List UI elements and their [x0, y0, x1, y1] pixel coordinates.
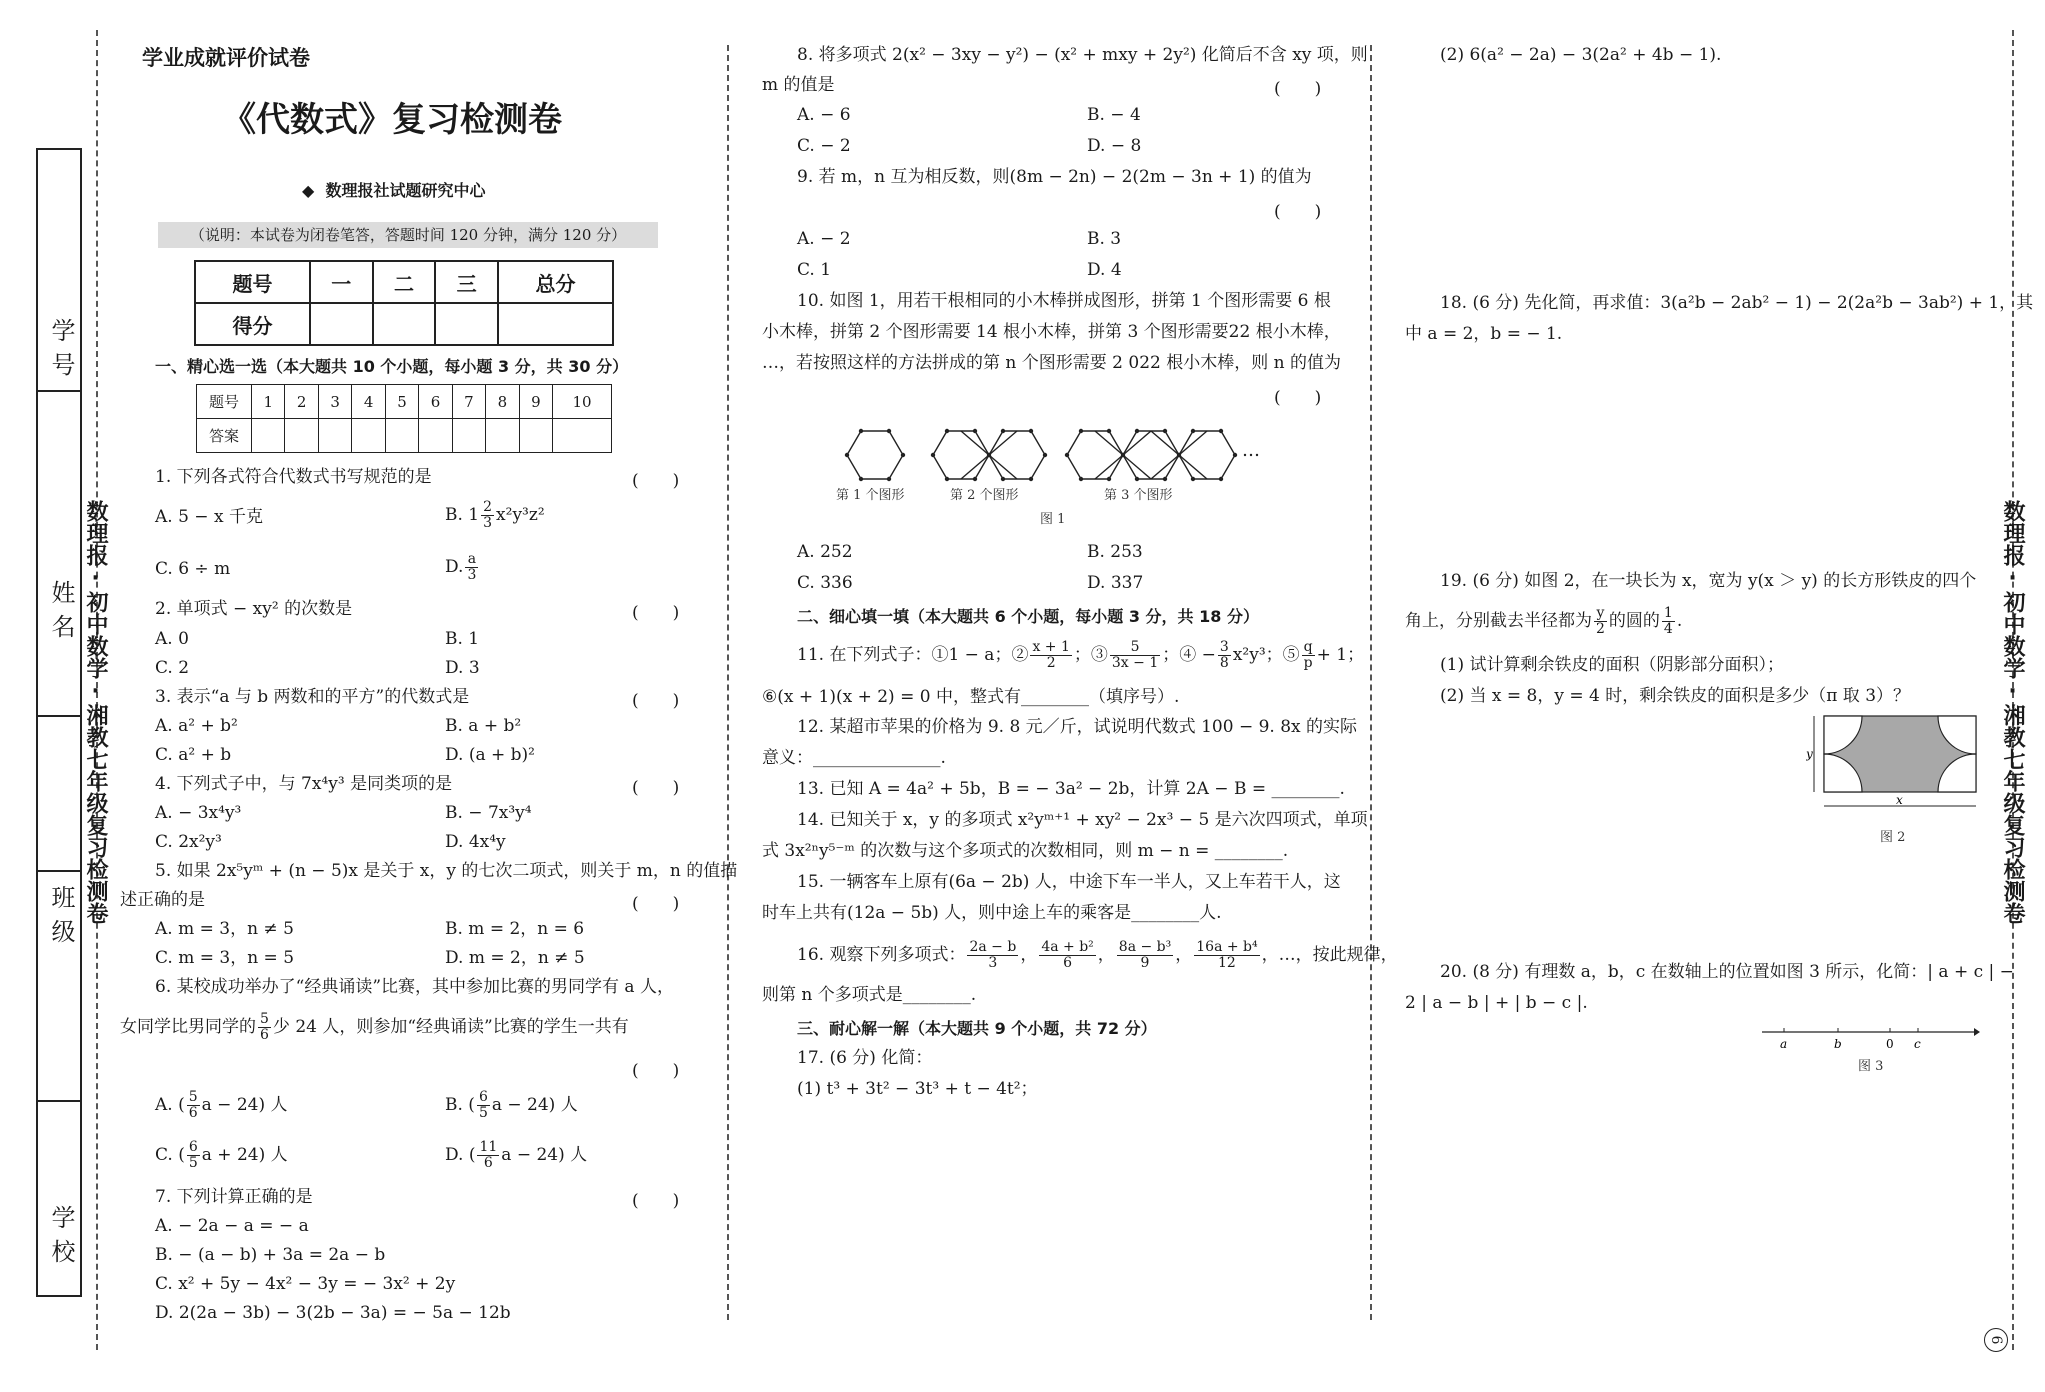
figure-2-rectangle — [1806, 710, 1986, 822]
question-12: 12. 某超市苹果的价格为 9. 8 元／斤，试说明代数式 100 − 9. 8x 的实际 — [797, 717, 1358, 737]
answer-cell[interactable] — [385, 419, 418, 453]
hexagon — [1123, 431, 1179, 479]
joint-dot — [1233, 453, 1237, 457]
figure-1-caption: 图 1 — [1040, 512, 1066, 527]
hexagon — [847, 431, 903, 479]
question-19-cont: 角上，分别截去半径都为 $\frac{y}{2}$ 的圆的 $\frac{1}{4}$ . — [1405, 605, 1683, 637]
q9-option-b: B. 3 — [1087, 229, 1122, 249]
fraction: $\frac{11}{6}$ — [479, 1139, 498, 1171]
q6-option-d: D. ( $\frac{11}{6}$ a − 24) 人 — [445, 1139, 588, 1171]
answer-paren[interactable]: ( ) — [632, 471, 680, 491]
answer-cell[interactable] — [553, 419, 612, 453]
q3-option-b: B. a + b² — [445, 716, 522, 736]
joint-dot — [1001, 477, 1005, 481]
q7-option-c: C. x² + 5y − 4x² − 3y = − 3x² + 2y — [155, 1274, 456, 1294]
joint-dot — [1079, 477, 1083, 481]
fraction: $\frac{a}{3}$ — [467, 551, 477, 583]
joint-dot — [1191, 477, 1195, 481]
joint-dot — [945, 429, 949, 433]
joint-dot — [1001, 429, 1005, 433]
question-8: 8. 将多项式 2(x² − 3xy − y²) − (x² + mxy + 2y²) 化简后不含 xy 项，则 — [797, 45, 1368, 65]
q2-option-c: C. 2 — [155, 658, 190, 678]
answer-header-cell: 6 — [419, 385, 452, 419]
q7-option-d: D. 2(2a − 3b) − 3(2b − 3a) = − 5a − 12b — [155, 1303, 511, 1323]
q9-option-c: C. 1 — [797, 260, 832, 280]
joint-dot — [1163, 429, 1167, 433]
score-row-label: 得分 — [195, 303, 310, 345]
figure-1-hexagons — [835, 415, 1265, 495]
question-7: 7. 下列计算正确的是 — [155, 1187, 313, 1207]
left-banner: 数理报·初中数学·湘教七年级复习检测卷 — [83, 500, 108, 924]
question-2: 2. 单项式 − xy² 的次数是 — [155, 599, 353, 619]
continuation-dot — [1250, 454, 1252, 456]
question-11: 11. 在下列式子：①1 − a；② $\frac{x + 1}{2}$ ；③ $\frac{5}{3x - 1}$ ；④ − $\frac{3}{8}$ x²y³；⑤ $\frac{q}{p}$ + 1； — [797, 639, 1365, 671]
class-label: 班级 — [47, 885, 75, 953]
question-19: 19. (6 分) 如图 2，在一块长为 x，宽为 y(x ＞ y) 的长方形铁皮的四个 — [1440, 571, 1977, 591]
q10-option-b: B. 253 — [1087, 542, 1143, 562]
joint-dot — [1219, 429, 1223, 433]
score-header-cell: 三 — [435, 261, 498, 303]
q8-option-a: A. − 6 — [797, 105, 851, 125]
q1-option-d: D. $\frac{a}{3}$ — [445, 551, 477, 583]
student-id-label: 学号 — [47, 318, 75, 386]
joint-dot — [945, 477, 949, 481]
question-14: 14. 已知关于 x，y 的多项式 x²yᵐ⁺¹ + xy² − 2x³ − 5 是六次四项式，单项 — [797, 810, 1368, 830]
answer-cell[interactable] — [452, 419, 485, 453]
joint-dot — [1065, 453, 1069, 457]
answer-row-label: 答案 — [197, 419, 252, 453]
q6-option-a: A. ( $\frac{5}{6}$ a − 24) 人 — [155, 1089, 288, 1121]
answer-paren[interactable]: ( ) — [632, 691, 680, 711]
q10-option-d: D. 337 — [1087, 573, 1144, 593]
answer-header-cell: 3 — [318, 385, 351, 419]
q10-option-c: C. 336 — [797, 573, 853, 593]
continuation-dot — [1256, 454, 1258, 456]
figure-3-number-line — [1760, 1020, 1980, 1060]
joint-dot — [887, 477, 891, 481]
fraction: $\frac{3}{8}$ — [1219, 639, 1229, 671]
arrow-head — [1974, 1028, 1980, 1036]
fraction: $\frac{6}{5}$ — [478, 1089, 488, 1121]
answer-paren[interactable]: ( ) — [632, 603, 680, 623]
school-label: 学校 — [47, 1205, 75, 1273]
question-5-cont: 述正确的是 — [120, 890, 205, 910]
question-9: 9. 若 m，n 互为相反数，则(8m − 2n) − 2(2m − 3n + 1) 的值为 — [797, 167, 1312, 187]
exam-note: （说明：本试卷为闭卷笔答，答题时间 120 分钟，满分 120 分） — [158, 222, 658, 248]
answer-header-cell: 2 — [285, 385, 318, 419]
answer-cell[interactable] — [486, 419, 519, 453]
hexagon — [1179, 431, 1235, 479]
hexagon — [989, 431, 1045, 479]
answer-header-cell: 题号 — [197, 385, 252, 419]
fraction: $\frac{5}{3x - 1}$ — [1111, 639, 1159, 671]
figure-2-caption: 图 2 — [1880, 830, 1906, 845]
answer-header-cell: 9 — [519, 385, 552, 419]
q6-option-b: B. ( $\frac{6}{5}$ a − 24) 人 — [445, 1089, 578, 1121]
q3-option-c: C. a² + b — [155, 745, 232, 765]
q1-option-a: A. 5 − x 千克 — [155, 507, 263, 527]
question-1: 1. 下列各式符合代数式书写规范的是 — [155, 467, 432, 487]
series-title: 学业成就评价试卷 — [142, 46, 310, 70]
joint-dot — [887, 429, 891, 433]
question-15: 15. 一辆客车上原有(6a − 2b) 人，中途下车一半人，又上车若干人，这 — [797, 872, 1341, 892]
answer-paren[interactable]: ( ) — [632, 778, 680, 798]
joint-dot — [987, 453, 991, 457]
q4-option-b: B. − 7x³y⁴ — [445, 803, 532, 823]
answer-paren[interactable]: ( ) — [1274, 388, 1322, 408]
score-cell[interactable] — [498, 303, 613, 345]
fraction: $\frac{6}{5}$ — [188, 1139, 198, 1171]
point-label-c: c — [1914, 1037, 1921, 1051]
fraction: $\frac{y}{2}$ — [1596, 605, 1605, 637]
answer-cell[interactable] — [352, 419, 385, 453]
answer-cell[interactable] — [252, 419, 285, 453]
answer-header-cell: 1 — [252, 385, 285, 419]
answer-paren[interactable]: ( ) — [1274, 202, 1322, 222]
q2-option-a: A. 0 — [155, 629, 189, 649]
score-cell[interactable] — [373, 303, 436, 345]
question-10-cont2: …，若按照这样的方法拼成的第 n 个图形需要 2 022 根小木棒，则 n 的值为 — [762, 353, 1341, 373]
y-label: y — [1806, 747, 1813, 761]
hexagon — [1067, 431, 1123, 479]
q6-option-c: C. ( $\frac{6}{5}$ a + 24) 人 — [155, 1139, 288, 1171]
question-5: 5. 如果 2x⁵yᵐ + (n − 5)x 是关于 x，y 的七次二项式，则关于 m，n 的值描 — [155, 861, 738, 881]
joint-dot — [973, 429, 977, 433]
q5-option-d: D. m = 2，n ≠ 5 — [445, 948, 585, 968]
score-table — [194, 260, 614, 346]
question-6: 6. 某校成功举办了“经典诵读”比赛，其中参加比赛的男同学有 a 人， — [155, 977, 674, 997]
joint-dot — [1121, 453, 1125, 457]
question-10: 10. 如图 1，用若干根相同的小木棒拼成图形，拼第 1 个图形需要 6 根 — [797, 291, 1331, 311]
x-label: x — [1896, 793, 1903, 807]
answer-paren[interactable]: ( ) — [632, 1061, 680, 1081]
joint-dot — [973, 477, 977, 481]
joint-dot — [1107, 429, 1111, 433]
q8-option-c: C. − 2 — [797, 136, 851, 156]
q10-option-a: A. 252 — [797, 542, 853, 562]
q1-option-c: C. 6 ÷ m — [155, 559, 231, 579]
q5-option-a: A. m = 3，n ≠ 5 — [155, 919, 294, 939]
fraction: $\frac{1}{4}$ — [1663, 605, 1673, 637]
question-10-cont1: 小木棒，拼第 2 个图形需要 14 根小木棒，拼第 3 个图形需要22 根小木棒， — [762, 322, 1341, 342]
fraction: $\frac{q}{p}$ — [1303, 639, 1313, 671]
section-3-heading: 三、耐心解一解（本大题共 9 个小题，共 72 分） — [797, 1019, 1157, 1038]
joint-dot — [901, 453, 905, 457]
question-13: 13. 已知 A = 4a² + 5b，B = − 3a² − 2b，计算 2A − B = ________. — [797, 779, 1345, 799]
q7-option-a: A. − 2a − a = − a — [155, 1216, 309, 1236]
answer-paren[interactable]: ( ) — [632, 894, 680, 914]
hexagon — [933, 431, 989, 479]
question-15-cont: 时车上共有(12a − 5b) 人，则中途上车的乘客是________人. — [762, 903, 1222, 923]
fraction: $\frac{5}{6}$ — [188, 1089, 198, 1121]
question-20-cont: 2 | a − b | + | b − c |. — [1405, 993, 1588, 1013]
question-18-cont: 中 a = 2，b = − 1. — [1405, 324, 1563, 344]
q2-option-d: D. 3 — [445, 658, 480, 678]
fraction: $\frac{x + 1}{2}$ — [1032, 639, 1070, 671]
joint-dot — [1029, 429, 1033, 433]
q8-option-d: D. − 8 — [1087, 136, 1142, 156]
question-6-cont: 女同学比男同学的 $\frac{5}{6}$ 少 24 人，则参加“经典诵读”比赛的学生一共有 — [120, 1011, 629, 1043]
score-header-cell: 总分 — [498, 261, 613, 303]
answer-paren[interactable]: ( ) — [1274, 79, 1322, 99]
q4-option-d: D. 4x⁴y — [445, 832, 506, 852]
question-20: 20. (8 分) 有理数 a，b，c 在数轴上的位置如图 3 所示，化简：| a + c | − — [1440, 962, 2014, 982]
figure-1-label-2: 第 2 个图形 — [950, 488, 1019, 503]
page-number: 6 — [1984, 1328, 2008, 1352]
fraction: $\frac{2a - b}{3}$ — [969, 939, 1017, 971]
point-label-zero: 0 — [1886, 1037, 1894, 1051]
fraction: $\frac{2}{3}$ — [483, 499, 493, 531]
joint-dot — [1191, 429, 1195, 433]
question-16-cont: 则第 n 个多项式是________. — [762, 985, 977, 1005]
joint-dot — [1079, 429, 1083, 433]
answer-header-cell: 4 — [352, 385, 385, 419]
column-divider-2 — [1370, 45, 1372, 1320]
question-16: 16. 观察下列多项式： $\frac{2a - b}{3}$ ， $\frac{\text{4a + b²}}{6}$ ， $\frac{\text{8a − b³}}{9}$ ， $\frac{\text{16a + b⁴}}{12}$ ，…，按此规律， — [797, 939, 1398, 971]
answer-cell[interactable] — [519, 419, 552, 453]
figure-1-label-1: 第 1 个图形 — [836, 488, 905, 503]
fraction: $\frac{\text{8a − b³}}{9}$ — [1118, 939, 1172, 971]
answer-cell[interactable] — [285, 419, 318, 453]
q8-option-b: B. − 4 — [1087, 105, 1141, 125]
right-banner: 数理报·初中数学·湘教七年级复习检测卷 — [2000, 500, 2025, 924]
score-header-cell: 一 — [310, 261, 373, 303]
question-14-cont: 式 3x²ⁿy⁵⁻ᵐ 的次数与这个多项式的次数相同，则 m − n = ________. — [762, 841, 1289, 861]
score-cell[interactable] — [310, 303, 373, 345]
joint-dot — [1107, 477, 1111, 481]
answer-header-cell: 5 — [385, 385, 418, 419]
score-cell[interactable] — [435, 303, 498, 345]
section-2-heading: 二、细心填一填（本大题共 6 个小题，每小题 3 分，共 18 分） — [797, 607, 1259, 626]
question-17-part-2: (2) 6(a² − 2a) − 3(2a² + 4b − 1). — [1440, 45, 1722, 65]
section-1-heading: 一、精心选一选（本大题共 10 个小题，每小题 3 分，共 30 分） — [155, 357, 629, 376]
q2-option-b: B. 1 — [445, 629, 480, 649]
point-label-a: a — [1780, 1037, 1788, 1051]
page-title: 《代数式》复习检测卷 — [222, 100, 562, 140]
joint-dot — [1219, 477, 1223, 481]
joint-dot — [1135, 429, 1139, 433]
q9-option-a: A. − 2 — [797, 229, 851, 249]
answer-cell[interactable] — [318, 419, 351, 453]
joint-dot — [845, 453, 849, 457]
question-18: 18. (6 分) 先化简，再求值：3(a²b − 2ab² − 1) − 2(2a²b − 3ab²) + 1，其 — [1440, 293, 2034, 313]
answer-table — [196, 384, 612, 453]
question-4: 4. 下列式子中，与 7x⁴y³ 是同类项的是 — [155, 774, 453, 794]
q3-option-a: A. a² + b² — [155, 716, 238, 736]
q5-option-b: B. m = 2，n = 6 — [445, 919, 585, 939]
question-11-cont: ⑥(x + 1)(x + 2) = 0 中，整式有________（填序号）. — [762, 687, 1180, 707]
question-3: 3. 表示“a 与 b 两数和的平方”的代数式是 — [155, 687, 470, 707]
fraction: $\frac{\text{4a + b²}}{6}$ — [1041, 939, 1094, 971]
question-12-cont: 意义：_______________. — [762, 748, 946, 768]
question-17-part-1: (1) t³ + 3t² − 3t³ + t − 4t²； — [797, 1079, 1038, 1099]
figure-1-label-3: 第 3 个图形 — [1104, 488, 1173, 503]
joint-dot — [1029, 477, 1033, 481]
joint-dot — [931, 453, 935, 457]
publisher: ◆ 数理报社试题研究中心 — [302, 181, 486, 200]
question-19-part-2: (2) 当 x = 8，y = 4 时，剩余铁皮的面积是多少（π 取 3）？ — [1440, 686, 1911, 706]
joint-dot — [1177, 453, 1181, 457]
q4-option-c: C. 2x²y³ — [155, 832, 222, 852]
q7-option-b: B. − (a − b) + 3a = 2a − b — [155, 1245, 386, 1265]
score-header-cell: 二 — [373, 261, 436, 303]
column-divider-1 — [727, 45, 729, 1320]
figure-3-caption: 图 3 — [1858, 1059, 1884, 1074]
q4-option-a: A. − 3x⁴y³ — [155, 803, 242, 823]
q9-option-d: D. 4 — [1087, 260, 1122, 280]
q3-option-d: D. (a + b)² — [445, 745, 535, 765]
question-8-cont: m 的值是 — [762, 75, 835, 95]
answer-header-cell: 7 — [452, 385, 485, 419]
q5-option-c: C. m = 3，n = 5 — [155, 948, 295, 968]
answer-paren[interactable]: ( ) — [632, 1191, 680, 1211]
fraction: $\frac{\text{16a + b⁴}}{12}$ — [1196, 939, 1258, 971]
fraction: $\frac{5}{6}$ — [260, 1011, 269, 1043]
point-label-b: b — [1834, 1037, 1842, 1051]
answer-header-cell: 10 — [553, 385, 612, 419]
joint-dot — [1163, 477, 1167, 481]
continuation-dot — [1244, 454, 1246, 456]
joint-dot — [859, 429, 863, 433]
joint-dot — [1043, 453, 1047, 457]
answer-header-cell: 8 — [486, 385, 519, 419]
answer-cell[interactable] — [419, 419, 452, 453]
question-17: 17. (6 分) 化简： — [797, 1048, 933, 1068]
score-header-cell: 题号 — [195, 261, 310, 303]
q1-option-b: B. 1 $\frac{2}{3}$ x²y³z² — [445, 499, 545, 531]
joint-dot — [859, 477, 863, 481]
student-name-label: 姓名 — [47, 580, 75, 648]
joint-dot — [1135, 477, 1139, 481]
question-19-part-1: (1) 试计算剩余铁皮的面积（阴影部分面积）； — [1440, 655, 1784, 675]
